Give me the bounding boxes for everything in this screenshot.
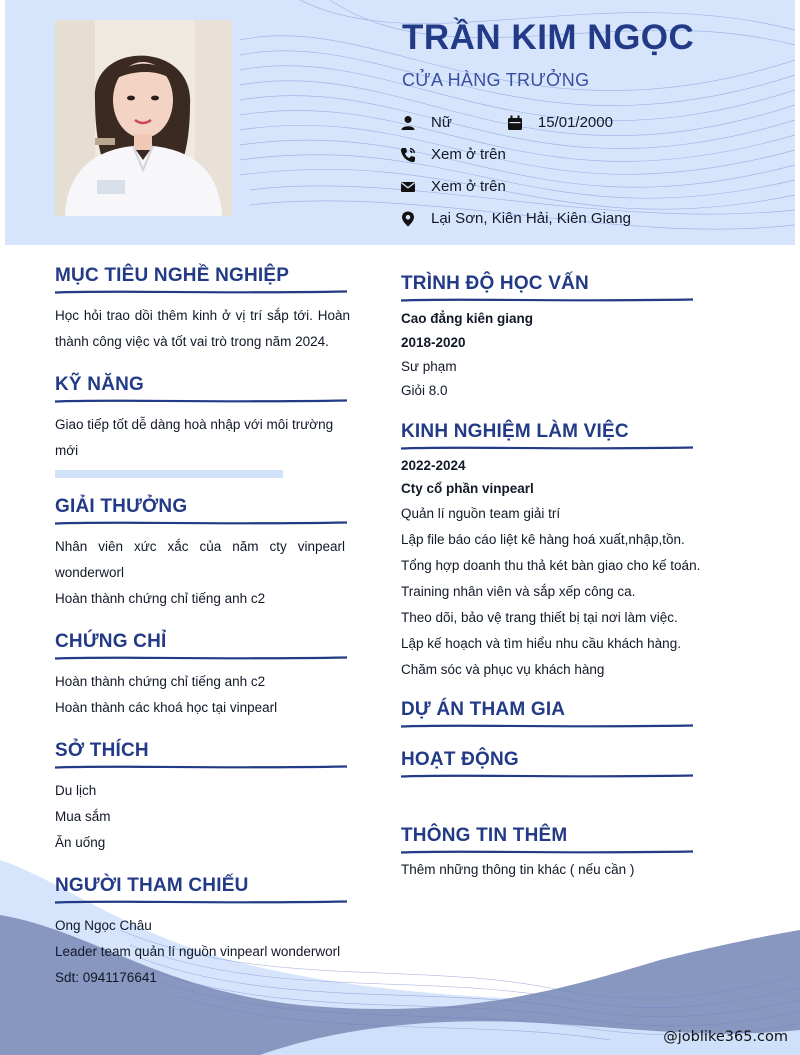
phone-icon <box>400 147 416 163</box>
education-major: Sư phạm <box>401 359 457 374</box>
education-grade: Giỏi 8.0 <box>401 383 448 398</box>
user-icon <box>400 115 416 131</box>
references-list <box>55 913 355 991</box>
list-item: Tổng hợp doanh thu thả két bàn giao cho kế toán. <box>401 558 701 573</box>
location-pin-icon <box>400 211 416 227</box>
experience-period: 2022-2024 <box>401 458 466 473</box>
section-title: MỤC TIÊU NGHỀ NGHIỆP <box>55 265 290 286</box>
list-item: Du lịch <box>55 783 97 798</box>
section-activities <box>401 749 701 779</box>
section-education <box>401 273 701 403</box>
section-title: HOẠT ĐỘNG <box>401 749 519 770</box>
title-underline <box>401 773 693 779</box>
list-item: Mua sắm <box>55 809 111 824</box>
list-item: Leader team quản lí nguồn vinpearl wonderworl <box>55 944 341 959</box>
section-certificates <box>55 631 350 721</box>
list-item: Hoàn thành chứng chỉ tiếng anh c2 <box>55 591 266 606</box>
list-item: Nhân viên xức xắc của năm cty vinpearl wonderworl <box>55 539 345 580</box>
section-title: NGƯỜI THAM CHIẾU <box>55 875 249 896</box>
section-title: CHỨNG CHỈ <box>55 631 167 652</box>
candidate-name: TRẦN KIM NGỌC <box>402 18 695 57</box>
info-row-gender-birthdate <box>400 114 613 131</box>
phone-value: Xem ở trên <box>431 146 506 163</box>
section-projects <box>401 699 701 729</box>
list-item: Lập kế hoạch và tìm hiểu nhu cầu khách hàng. <box>401 636 681 651</box>
section-title: DỰ ÁN THAM GIA <box>401 699 566 720</box>
mail-icon <box>400 179 416 195</box>
candidate-role: CỬA HÀNG TRƯỞNG <box>402 70 590 90</box>
list-item: Theo dõi, bảo vệ trang thiết bị tại nơi làm việc. <box>401 610 678 625</box>
list-item: Ăn uống <box>55 835 106 850</box>
title-underline <box>401 849 693 855</box>
title-underline <box>55 899 347 905</box>
company-name: Cty cổ phần vinpearl <box>401 481 534 496</box>
section-skills <box>55 374 350 478</box>
section-objective <box>55 265 350 355</box>
title-underline <box>401 297 693 303</box>
title-underline <box>55 764 347 770</box>
additional-text: Thêm những thông tin khác ( nếu cần ) <box>401 862 635 877</box>
list-item: Hoàn thành các khoá học tại vinpearl <box>55 700 278 715</box>
profile-photo <box>55 20 232 216</box>
title-underline <box>401 445 693 451</box>
title-underline <box>55 398 347 404</box>
school-name: Cao đẳng kiên giang <box>401 311 534 326</box>
section-additional-info <box>401 825 701 883</box>
section-title: SỞ THÍCH <box>55 740 149 761</box>
list-item: Sdt: 0941176641 <box>55 970 157 985</box>
list-item: Training nhân viên và sắp xếp công ca. <box>401 584 636 599</box>
section-experience <box>401 421 721 683</box>
list-item: Hoàn thành chứng chỉ tiếng anh c2 <box>55 674 266 689</box>
list-item: Lập file báo cáo liệt kê hàng hoá xuất,nhập,tồn. <box>401 532 685 547</box>
section-awards <box>55 496 350 612</box>
gender-value: Nữ <box>431 114 452 131</box>
list-item: Quản lí nguồn team giải trí <box>401 506 561 521</box>
section-title: THÔNG TIN THÊM <box>401 825 568 846</box>
hobbies-list <box>55 778 350 856</box>
certificates-list <box>55 669 350 721</box>
skill-level-bar <box>55 470 283 478</box>
title-underline <box>401 723 693 729</box>
education-details <box>401 307 701 403</box>
section-title: KỸ NĂNG <box>55 374 145 395</box>
email-value: Xem ở trên <box>431 178 506 195</box>
birthdate-group <box>507 114 613 131</box>
section-hobbies <box>55 740 350 856</box>
list-item: Ong Ngọc Châu <box>55 918 152 933</box>
info-row-address <box>400 210 631 227</box>
calendar-icon <box>507 115 523 131</box>
experience-details <box>401 455 721 683</box>
objective-text: Học hỏi trao dồi thêm kinh ở vị trí sắp tới. Hoàn thành công việc và tốt vai trò trong năm 2024. <box>55 308 350 349</box>
section-title: KINH NGHIỆM LÀM VIỆC <box>401 421 629 442</box>
address-value: Lại Sơn, Kiên Hải, Kiên Giang <box>431 210 631 227</box>
birthdate-value: 15/01/2000 <box>537 114 613 131</box>
info-row-phone <box>400 146 506 163</box>
education-period: 2018-2020 <box>401 335 466 350</box>
list-item: Chăm sóc và phục vụ khách hàng <box>401 662 605 677</box>
title-underline <box>55 520 347 526</box>
info-row-email <box>400 178 506 195</box>
section-title: TRÌNH ĐỘ HỌC VẤN <box>401 273 589 294</box>
awards-list <box>55 534 345 612</box>
watermark-text: @joblike365.com <box>663 1029 788 1045</box>
title-underline <box>55 289 347 295</box>
section-references <box>55 875 355 991</box>
skill-text: Giao tiếp tốt dễ dàng hoà nhập với môi trường mới <box>55 417 334 458</box>
section-title: GIẢI THƯỞNG <box>55 496 188 517</box>
title-underline <box>55 655 347 661</box>
